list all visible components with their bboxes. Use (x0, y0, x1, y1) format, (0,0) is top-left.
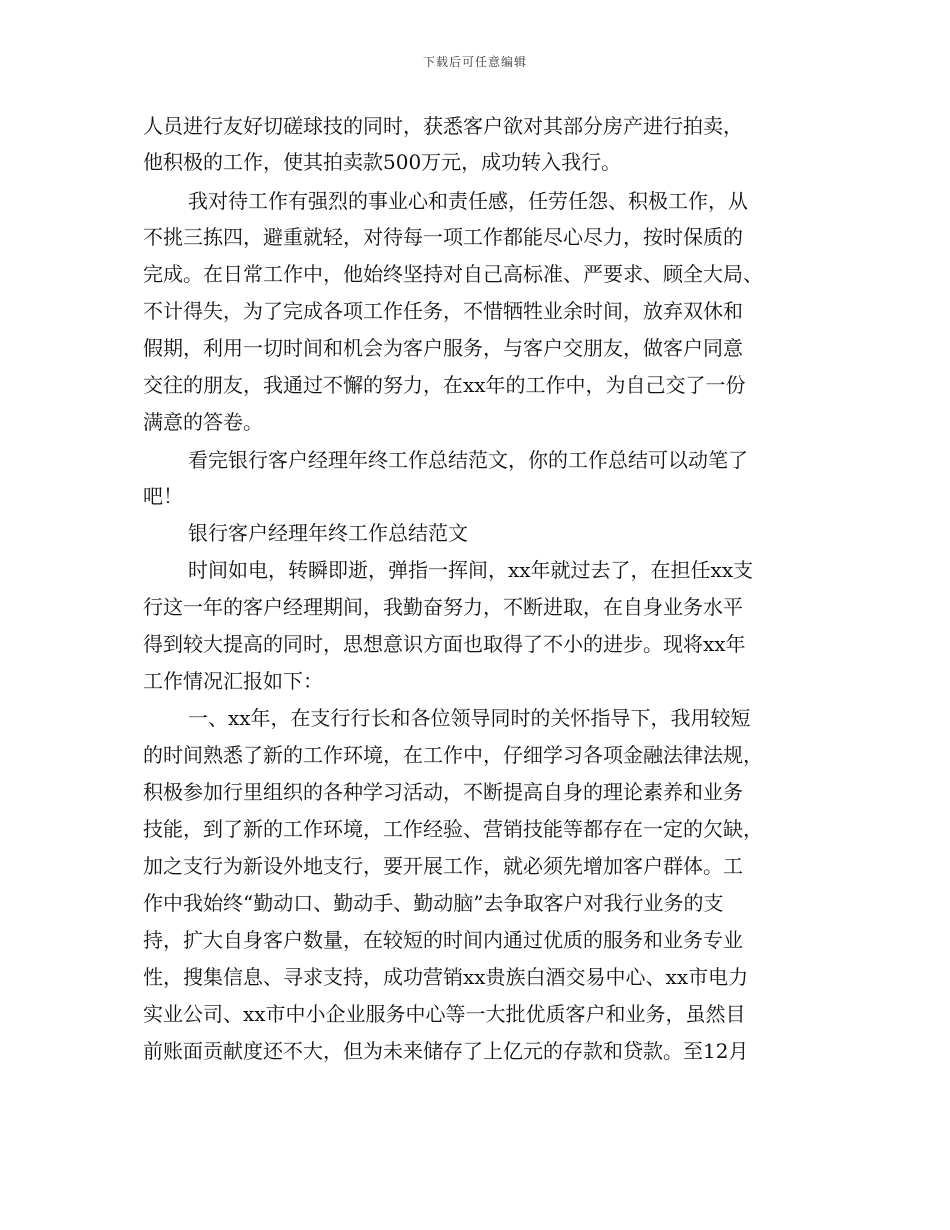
text-line: 人员进行友好切磋球技的同时，获悉客户欲对其部分房产进行拍卖， (143, 114, 743, 138)
text-line: 前账面贡献度还不大，但为未来储存了上亿元的存款和贷款。至12月 (143, 1039, 749, 1063)
paragraph-first-line: 一、xx年，在支行行长和各位领导同时的关怀指导下，我用较短 (188, 706, 751, 730)
text-line: 性，搜集信息、寻求支持，成功营销xx贵族白酒交易中心、xx市电力 (143, 965, 749, 989)
text-line: 实业公司、xx市中小企业服务中心等一大批优质客户和业务，虽然目 (143, 1002, 746, 1026)
text-line: 完成。在日常工作中，他始终坚持对自己高标准、严要求、顾全大局、 (143, 262, 763, 286)
page-header: 下载后可任意编辑 (422, 55, 527, 69)
text-line: 不挑三拣四，避重就轻，对待每一项工作都能尽心尽力，按时保质的 (143, 225, 743, 249)
text-line: 假期，利用一切时间和机会为客户服务，与客户交朋友，做客户同意 (143, 336, 743, 360)
paragraph-first-line: 我对待工作有强烈的事业心和责任感，任劳任怨、积极工作，从 (188, 189, 748, 213)
text-line: 积极参加行里组织的各种学习活动，不断提高自身的理论素养和业务 (143, 780, 743, 804)
text-line: 不计得失，为了完成各项工作任务，不惜牺牲业余时间，放弃双休和 (143, 299, 743, 323)
text-line: 得到较大提高的同时，思想意识方面也取得了不小的进步。现将xx年 (143, 632, 746, 656)
text-line: 持，扩大自身客户数量，在较短的时间内通过优质的服务和业务专业 (143, 928, 743, 952)
text-line: 吧！ (143, 484, 183, 508)
paragraph-first-line: 时间如电，转瞬即逝，弹指一挥间，xx年就过去了，在担任xx支 (188, 558, 754, 582)
text-line: 的时间熟悉了新的工作环境，在工作中，仔细学习各项金融法律法规， (143, 743, 763, 767)
text-line: 加之支行为新设外地支行，要开展工作，就必须先增加客户群体。工 (143, 854, 743, 878)
paragraph-first-line: 看完银行客户经理年终工作总结范文，你的工作总结可以动笔了 (188, 448, 748, 472)
text-line: 技能，到了新的工作环境，工作经验、营销技能等都存在一定的欠缺， (143, 817, 763, 841)
text-line: 工作情况汇报如下： (143, 669, 323, 693)
text-line: 他积极的工作，使其拍卖款500万元，成功转入我行。 (143, 150, 622, 174)
text-line: 作中我始终“勤动口、勤动手、勤动脑”去争取客户对我行业务的支 (143, 891, 724, 915)
section-title: 银行客户经理年终工作总结范文 (188, 521, 468, 545)
text-line: 满意的答卷。 (143, 410, 263, 434)
text-line: 行这一年的客户经理期间，我勤奋努力，不断进取，在自身业务水平 (143, 595, 743, 619)
text-line: 交往的朋友，我通过不懈的努力，在xx年的工作中，为自己交了一份 (143, 373, 746, 397)
